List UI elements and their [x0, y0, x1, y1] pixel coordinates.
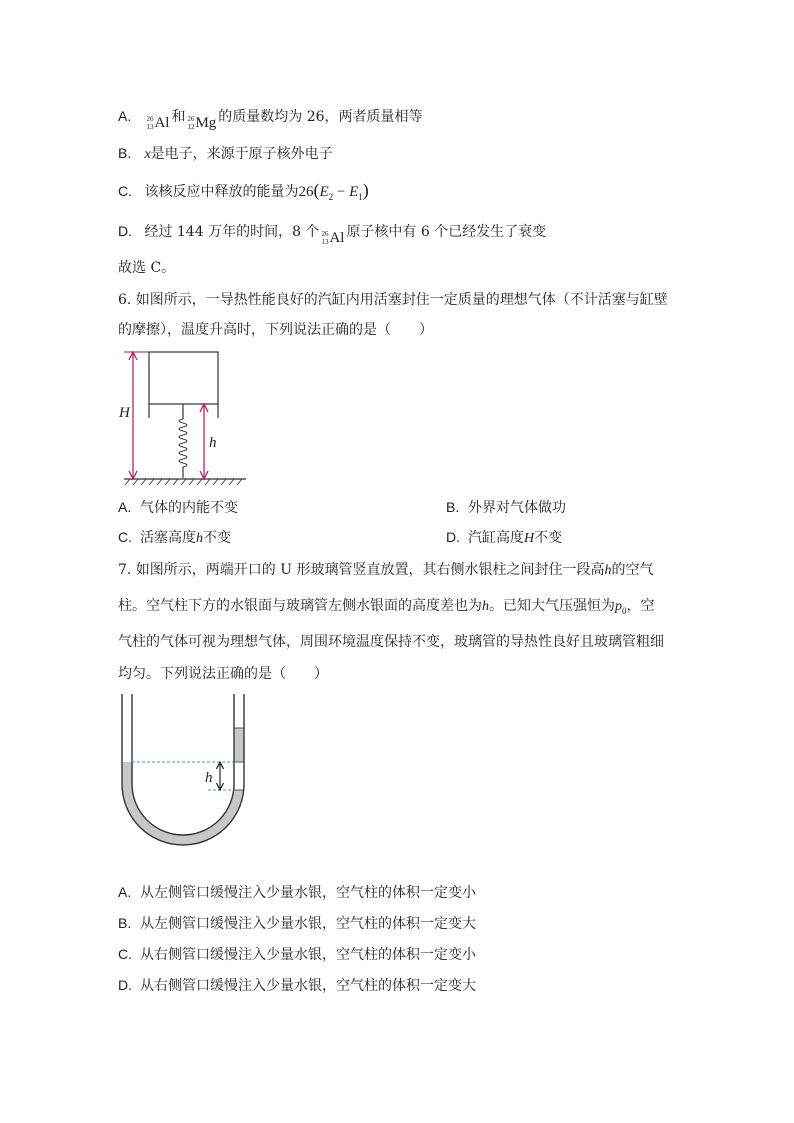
q6-cylinder-figure — [112, 343, 252, 488]
q6-option-b — [446, 497, 566, 518]
q6-option-d — [446, 527, 562, 549]
q7-option-c — [118, 944, 476, 965]
option-text: 从右侧管口缓慢注入少量水银，空气柱的体积一定变大 — [140, 978, 476, 994]
label-h: h — [209, 435, 217, 451]
option-text: 是电子，来源于原子核外电子 — [150, 146, 333, 162]
option-label: B. — [446, 499, 460, 515]
q7-option-b — [118, 913, 476, 934]
option-text: 从右侧管口缓慢注入少量水银，空气柱的体积一定变小 — [140, 947, 476, 963]
option-text: 不变 — [534, 530, 563, 546]
option-label: B. — [118, 145, 132, 161]
option-text: 从左侧管口缓慢注入少量水银，空气柱的体积一定变大 — [140, 916, 476, 932]
option-text: 外界对气体做功 — [468, 500, 566, 516]
option-text: 气体的内能不变 — [140, 500, 238, 516]
label-H: H — [119, 405, 130, 421]
option-text: 该核反应中释放的能量为 — [144, 184, 299, 200]
option-text: 汽缸高度 — [468, 530, 524, 546]
variable-H: H — [524, 531, 535, 546]
option-label: C. — [118, 529, 132, 545]
option-text: 不变 — [203, 530, 231, 546]
option-label: D. — [118, 223, 132, 239]
variable-p0: $p_0$ — [615, 599, 627, 616]
q7-option-d — [118, 975, 476, 996]
q5-option-d — [118, 221, 546, 248]
option-text: 经过 144 万年的时间，8 个 — [144, 224, 320, 240]
q6-stem-line2: 的摩擦），温度升高时，下列说法正确的是（ ） — [118, 322, 433, 338]
variable-h: h — [196, 531, 203, 546]
q5-answer: 故选 C。 — [118, 260, 176, 276]
isotope-al: 26 13 Al — [146, 115, 170, 131]
q6-option-c — [118, 527, 231, 549]
q5-option-b — [118, 143, 333, 165]
option-text: 从左侧管口缓慢注入少量水银，空气柱的体积一定变小 — [140, 885, 476, 901]
option-label: A. — [118, 108, 132, 124]
option-label: D. — [446, 529, 460, 545]
q6-stem-line1: 6. 如图所示，一导热性能良好的汽缸内用活塞封住一定质量的理想气体（不计活塞与缸壁 — [118, 292, 668, 308]
q7-u-tube-figure — [112, 694, 257, 848]
isotope-al: 26 13 Al — [321, 230, 345, 246]
option-label: C. — [118, 946, 132, 962]
q5-option-c — [118, 180, 369, 207]
option-label: B. — [118, 915, 132, 931]
q7-stem-line1: 7. 如图所示，两端开口的 U 形玻璃管竖直放置，其右侧水银柱之间封住一段高h的空气 — [118, 562, 654, 578]
q7-stem-line4: 均匀。下列说法正确的是（ ） — [118, 666, 328, 682]
air-column — [234, 762, 244, 790]
option-label: C. — [118, 183, 132, 199]
q7-stem-line3: 气柱的气体可视为理想气体，周围环境温度保持不变，玻璃管的导热性良好且玻璃管粗细 — [118, 634, 664, 650]
isotope-mg: 26 12 Mg — [187, 115, 217, 131]
q7-stem-line2: 柱。空气柱下方的水银面与玻璃管左侧水银面的高度差也为h。已知大气压强恒为$p_0$，空 — [118, 598, 655, 616]
variable-x: x — [144, 147, 151, 162]
variable-h: h — [482, 599, 489, 614]
option-text: 的质量数均为 26，两者质量相等 — [218, 109, 423, 125]
q6-option-a — [118, 497, 238, 518]
conjunction: 和 — [171, 109, 186, 125]
option-label: A. — [118, 499, 132, 515]
option-text: 原子核中有 6 个已经发生了衰变 — [346, 224, 547, 240]
spring-icon — [179, 419, 187, 467]
option-label: D. — [118, 977, 132, 993]
option-text: 活塞高度 — [140, 530, 196, 546]
cylinder-body — [149, 352, 218, 404]
ground-hatch — [125, 479, 242, 485]
label-h: h — [205, 770, 213, 786]
energy-expression: $26(E_2 - E_1)$ — [298, 180, 369, 202]
variable-h: h — [604, 563, 612, 578]
option-label: A. — [118, 884, 132, 900]
q7-option-a — [118, 882, 476, 903]
q5-option-a — [118, 106, 423, 133]
